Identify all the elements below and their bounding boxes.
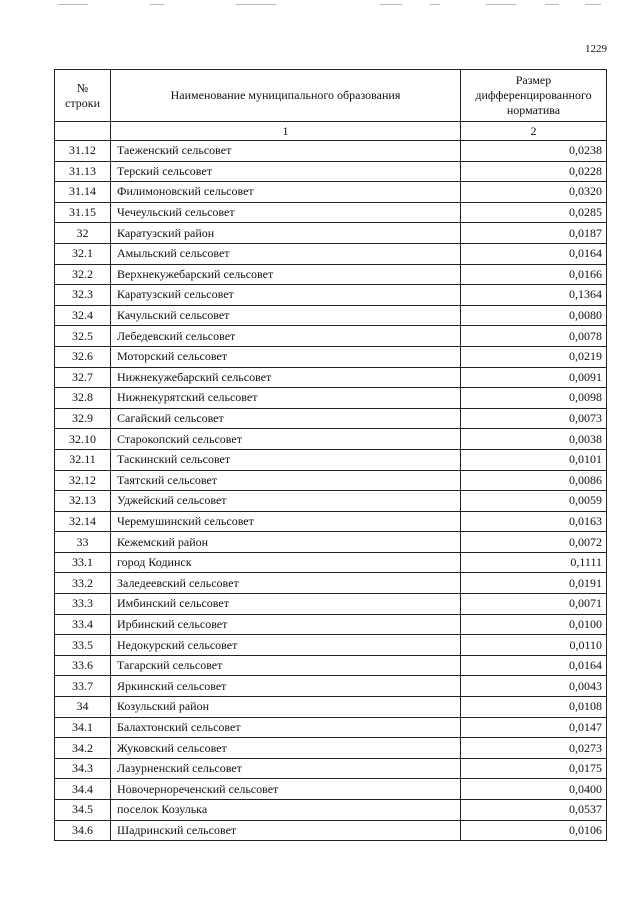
row-number: 34.2: [55, 738, 111, 759]
municipality-name: Амыльский сельсовет: [111, 243, 461, 264]
table-row: [55, 346, 607, 367]
norm-value: 0,0238: [461, 141, 607, 162]
norm-value: 0,0147: [461, 717, 607, 738]
norm-value: 0,0164: [461, 655, 607, 676]
row-number: 32.10: [55, 429, 111, 450]
table-row: [55, 449, 607, 470]
municipality-name: Новочернореченский сельсовет: [111, 779, 461, 800]
norm-value: 0,0071: [461, 594, 607, 615]
norm-value: 0,0175: [461, 758, 607, 779]
row-number: 33.4: [55, 614, 111, 635]
table-row: [55, 388, 607, 409]
page-number: 1229: [585, 43, 607, 55]
municipality-name: Заледеевский сельсовет: [111, 573, 461, 594]
row-number: 31.14: [55, 182, 111, 203]
row-number: 33.1: [55, 552, 111, 573]
municipality-name: Сагайский сельсовет: [111, 408, 461, 429]
row-number: 32.13: [55, 491, 111, 512]
table-row: [55, 532, 607, 553]
norm-value: 0,0537: [461, 800, 607, 821]
table-row: [55, 573, 607, 594]
norm-value: 0,0219: [461, 346, 607, 367]
municipality-name: Тагарский сельсовет: [111, 655, 461, 676]
table-row: [55, 552, 607, 573]
table-row: [55, 264, 607, 285]
municipality-name: Шадринский сельсовет: [111, 820, 461, 841]
row-number: 32: [55, 223, 111, 244]
row-number: 32.12: [55, 470, 111, 491]
column-index-1: 1: [111, 122, 461, 141]
header-row: [55, 70, 607, 122]
table-body: [55, 141, 607, 841]
row-number: 32.11: [55, 449, 111, 470]
table-row: [55, 758, 607, 779]
norm-value: 0,1364: [461, 285, 607, 306]
table-row: [55, 697, 607, 718]
municipality-name: Качульский сельсовет: [111, 305, 461, 326]
table-row: [55, 594, 607, 615]
municipality-name: Чечеульский сельсовет: [111, 202, 461, 223]
municipality-name: Терский сельсовет: [111, 161, 461, 182]
norm-value: 0,0073: [461, 408, 607, 429]
row-number: 33.5: [55, 635, 111, 656]
row-number: 32.4: [55, 305, 111, 326]
row-number: 32.6: [55, 346, 111, 367]
municipality-name: Филимоновский сельсовет: [111, 182, 461, 203]
norm-value: 0,0228: [461, 161, 607, 182]
norm-value: 0,0101: [461, 449, 607, 470]
table-header: [55, 70, 607, 141]
table-row: [55, 326, 607, 347]
header-norm-value: Размер дифференцированного норматива: [461, 70, 607, 122]
norm-value: 0,0098: [461, 388, 607, 409]
municipality-name: поселок Козулька: [111, 800, 461, 821]
municipality-name: Старокопский сельсовет: [111, 429, 461, 450]
municipality-name: Жуковский сельсовет: [111, 738, 461, 759]
norm-value: 0,0166: [461, 264, 607, 285]
row-number: 34.4: [55, 779, 111, 800]
municipality-name: Лазурненский сельсовет: [111, 758, 461, 779]
norm-value: 0,0164: [461, 243, 607, 264]
norm-value: 0,0400: [461, 779, 607, 800]
row-number: 32.1: [55, 243, 111, 264]
norm-value: 0,0091: [461, 367, 607, 388]
scan-top-edge-marks: [0, 2, 635, 8]
column-index-0: [55, 122, 111, 141]
municipality-name: Лебедевский сельсовет: [111, 326, 461, 347]
table-row: [55, 717, 607, 738]
norm-value: 0,0187: [461, 223, 607, 244]
column-index-2: 2: [461, 122, 607, 141]
municipality-name: Таскинский сельсовет: [111, 449, 461, 470]
row-number: 34.1: [55, 717, 111, 738]
municipality-name: Уджейский сельсовет: [111, 491, 461, 512]
table-row: [55, 800, 607, 821]
table-row: [55, 738, 607, 759]
municipality-name: Яркинский сельсовет: [111, 676, 461, 697]
norm-value: 0,0320: [461, 182, 607, 203]
row-number: 34.6: [55, 820, 111, 841]
municipality-name: Каратузский сельсовет: [111, 285, 461, 306]
norm-value: 0,0273: [461, 738, 607, 759]
municipality-name: Каратузский район: [111, 223, 461, 244]
municipality-name: Балахтонский сельсовет: [111, 717, 461, 738]
norm-value: 0,0078: [461, 326, 607, 347]
norm-value: 0,0072: [461, 532, 607, 553]
norm-value: 0,0100: [461, 614, 607, 635]
table-row: [55, 676, 607, 697]
table-row: [55, 202, 607, 223]
norm-value: 0,0163: [461, 511, 607, 532]
table-row: [55, 141, 607, 162]
municipality-name: Черемушинский сельсовет: [111, 511, 461, 532]
table-row: [55, 511, 607, 532]
table-row: [55, 243, 607, 264]
municipality-name: Верхнекужебарский сельсовет: [111, 264, 461, 285]
row-number: 32.14: [55, 511, 111, 532]
row-number: 32.3: [55, 285, 111, 306]
row-number: 34: [55, 697, 111, 718]
table-row: [55, 408, 607, 429]
municipality-name: Нижнекурятский сельсовет: [111, 388, 461, 409]
table-row: [55, 223, 607, 244]
row-number: 33.2: [55, 573, 111, 594]
municipality-name: Кежемский район: [111, 532, 461, 553]
table-row: [55, 635, 607, 656]
table-row: [55, 820, 607, 841]
norm-value: 0,0080: [461, 305, 607, 326]
municipality-name: Ирбинский сельсовет: [111, 614, 461, 635]
header-row-number: № строки: [55, 70, 111, 122]
header-municipality-name: Наименование муниципального образования: [111, 70, 461, 122]
table-row: [55, 305, 607, 326]
norm-value: 0,0108: [461, 697, 607, 718]
table-row: [55, 429, 607, 450]
municipality-name: Моторский сельсовет: [111, 346, 461, 367]
municipality-name: Нижнекужебарский сельсовет: [111, 367, 461, 388]
normative-table: [54, 69, 607, 841]
table-row: [55, 285, 607, 306]
table-row: [55, 655, 607, 676]
table-row: [55, 470, 607, 491]
table-row: [55, 182, 607, 203]
municipality-name: Имбинский сельсовет: [111, 594, 461, 615]
municipality-name: Козульский район: [111, 697, 461, 718]
norm-value: 0,0038: [461, 429, 607, 450]
table-row: [55, 161, 607, 182]
norm-value: 0,1111: [461, 552, 607, 573]
row-number: 34.5: [55, 800, 111, 821]
municipality-name: Таятский сельсовет: [111, 470, 461, 491]
norm-value: 0,0285: [461, 202, 607, 223]
norm-value: 0,0043: [461, 676, 607, 697]
row-number: 33.7: [55, 676, 111, 697]
norm-value: 0,0059: [461, 491, 607, 512]
norm-value: 0,0086: [461, 470, 607, 491]
municipality-name: город Кодинск: [111, 552, 461, 573]
table-row: [55, 491, 607, 512]
norm-value: 0,0191: [461, 573, 607, 594]
row-number: 31.15: [55, 202, 111, 223]
row-number: 31.12: [55, 141, 111, 162]
table-row: [55, 614, 607, 635]
table-row: [55, 779, 607, 800]
municipality-name: Таеженский сельсовет: [111, 141, 461, 162]
row-number: 33.6: [55, 655, 111, 676]
norm-value: 0,0106: [461, 820, 607, 841]
row-number: 31.13: [55, 161, 111, 182]
row-number: 32.5: [55, 326, 111, 347]
row-number: 32.8: [55, 388, 111, 409]
table-row: [55, 367, 607, 388]
municipality-name: Недокурский сельсовет: [111, 635, 461, 656]
row-number: 34.3: [55, 758, 111, 779]
row-number: 32.7: [55, 367, 111, 388]
row-number: 32.2: [55, 264, 111, 285]
row-number: 32.9: [55, 408, 111, 429]
norm-value: 0,0110: [461, 635, 607, 656]
column-index-row: [55, 122, 607, 141]
row-number: 33.3: [55, 594, 111, 615]
row-number: 33: [55, 532, 111, 553]
